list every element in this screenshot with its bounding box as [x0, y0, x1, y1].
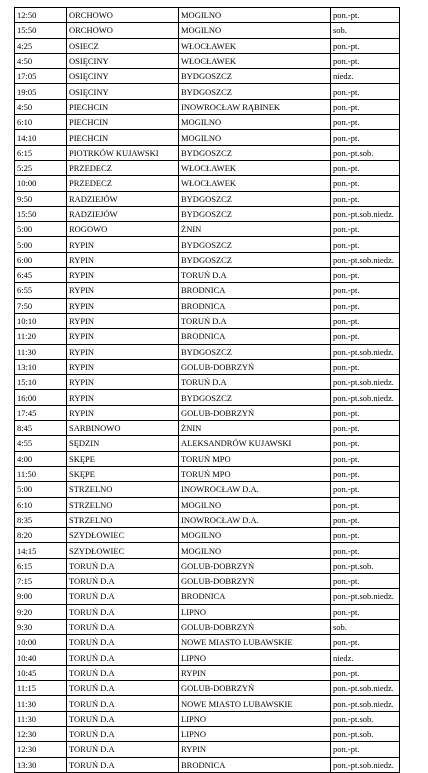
departure-time-cell: 15:50 — [15, 23, 67, 38]
table-row — [15, 665, 400, 680]
destination-cell: ALEKSANDRÓW KUJAWSKI — [179, 436, 331, 451]
table-row — [15, 359, 400, 374]
destination-cell: RYPIN — [179, 665, 331, 680]
departure-time-cell: 9:50 — [15, 191, 67, 206]
origin-cell: SZYDŁOWIEC — [67, 528, 179, 543]
table-row — [15, 130, 400, 145]
table-row — [15, 482, 400, 497]
origin-cell: PIOTRKÓW KUJAWSKI — [67, 145, 179, 160]
table-row — [15, 497, 400, 512]
departure-time-cell: 12:30 — [15, 726, 67, 741]
origin-cell: SARBINOWO — [67, 421, 179, 436]
days-cell: pon.-pt.sob.niedz. — [331, 589, 400, 604]
days-cell: pon.-pt. — [331, 543, 400, 558]
days-cell: pon.-pt. — [331, 237, 400, 252]
origin-cell: TORUŃ D.A — [67, 757, 179, 772]
days-cell: pon.-pt.sob.niedz. — [331, 252, 400, 267]
origin-cell: SKĘPE — [67, 466, 179, 481]
departure-time-cell: 11:30 — [15, 344, 67, 359]
departure-time-cell: 10:40 — [15, 650, 67, 665]
destination-cell: TORUŃ D.A — [179, 313, 331, 328]
days-cell: pon.-pt. — [331, 421, 400, 436]
table-row — [15, 635, 400, 650]
destination-cell: TORUŃ D.A — [179, 268, 331, 283]
departure-time-cell: 9:30 — [15, 619, 67, 634]
departure-time-cell: 14:15 — [15, 543, 67, 558]
table-row — [15, 99, 400, 114]
destination-cell: BYDGOSZCZ — [179, 69, 331, 84]
table-row — [15, 298, 400, 313]
origin-cell: RYPIN — [67, 283, 179, 298]
departure-time-cell: 11:15 — [15, 681, 67, 696]
origin-cell: TORUŃ D.A — [67, 726, 179, 741]
departure-time-cell: 13:10 — [15, 359, 67, 374]
origin-cell: TORUŃ D.A — [67, 696, 179, 711]
table-row — [15, 681, 400, 696]
origin-cell: OSIECZ — [67, 38, 179, 53]
destination-cell: RYPIN — [179, 742, 331, 757]
table-row — [15, 589, 400, 604]
departure-time-cell: 6:45 — [15, 268, 67, 283]
table-row — [15, 619, 400, 634]
days-cell: pon.-pt. — [331, 512, 400, 527]
origin-cell: TORUŃ D.A — [67, 558, 179, 573]
origin-cell: RYPIN — [67, 313, 179, 328]
days-cell: pon.-pt. — [331, 604, 400, 619]
origin-cell: PIECHCIN — [67, 99, 179, 114]
table-row — [15, 53, 400, 68]
table-row — [15, 84, 400, 99]
destination-cell: GOLUB-DOBRZYŃ — [179, 573, 331, 588]
origin-cell: STRZELNO — [67, 497, 179, 512]
origin-cell: RYPIN — [67, 344, 179, 359]
origin-cell: PIECHCIN — [67, 115, 179, 130]
departure-time-cell: 10:10 — [15, 313, 67, 328]
departure-time-cell: 13:30 — [15, 757, 67, 772]
destination-cell: ŻNIN — [179, 421, 331, 436]
table-row — [15, 757, 400, 772]
days-cell: pon.-pt. — [331, 8, 400, 23]
table-row — [15, 696, 400, 711]
origin-cell: OSIĘCINY — [67, 53, 179, 68]
table-row — [15, 268, 400, 283]
table-row — [15, 145, 400, 160]
departure-time-cell: 12:30 — [15, 742, 67, 757]
departure-time-cell: 11:20 — [15, 329, 67, 344]
days-cell: pon.-pt.sob. — [331, 711, 400, 726]
destination-cell: BRODNICA — [179, 283, 331, 298]
destination-cell: ŻNIN — [179, 222, 331, 237]
departure-time-cell: 7:50 — [15, 298, 67, 313]
days-cell: pon.-pt. — [331, 38, 400, 53]
days-cell: pon.-pt.sob. — [331, 145, 400, 160]
departure-time-cell: 4:00 — [15, 451, 67, 466]
days-cell: sob. — [331, 619, 400, 634]
departure-time-cell: 9:20 — [15, 604, 67, 619]
origin-cell: STRZELNO — [67, 482, 179, 497]
departure-time-cell: 4:50 — [15, 99, 67, 114]
destination-cell: GOLUB-DOBRZYŃ — [179, 558, 331, 573]
days-cell: pon.-pt. — [331, 359, 400, 374]
departure-time-cell: 4:55 — [15, 436, 67, 451]
table-row — [15, 405, 400, 420]
departure-time-cell: 5:00 — [15, 482, 67, 497]
destination-cell: WŁOCŁAWEK — [179, 38, 331, 53]
days-cell: pon.-pt. — [331, 436, 400, 451]
destination-cell: MOGILNO — [179, 528, 331, 543]
days-cell: sob. — [331, 23, 400, 38]
table-row — [15, 191, 400, 206]
days-cell: pon.-pt. — [331, 665, 400, 680]
days-cell: pon.-pt. — [331, 115, 400, 130]
destination-cell: INOWROCŁAW RĄBINEK — [179, 99, 331, 114]
destination-cell: BYDGOSZCZ — [179, 344, 331, 359]
destination-cell: TORUŃ MPO — [179, 466, 331, 481]
table-row — [15, 8, 400, 23]
table-row — [15, 421, 400, 436]
days-cell: pon.-pt. — [331, 329, 400, 344]
days-cell: pon.-pt. — [331, 84, 400, 99]
table-row — [15, 283, 400, 298]
origin-cell: SĘDZIN — [67, 436, 179, 451]
departure-time-cell: 11:50 — [15, 466, 67, 481]
table-row — [15, 252, 400, 267]
departure-time-cell: 15:10 — [15, 375, 67, 390]
origin-cell: PIECHCIN — [67, 130, 179, 145]
days-cell: pon.-pt. — [331, 528, 400, 543]
origin-cell: RYPIN — [67, 329, 179, 344]
table-row — [15, 573, 400, 588]
origin-cell: TORUŃ D.A — [67, 650, 179, 665]
table-row — [15, 237, 400, 252]
table-row — [15, 313, 400, 328]
departure-time-cell: 15:50 — [15, 206, 67, 221]
origin-cell: RYPIN — [67, 237, 179, 252]
days-cell: pon.-pt. — [331, 191, 400, 206]
origin-cell: RYPIN — [67, 268, 179, 283]
origin-cell: RYPIN — [67, 375, 179, 390]
departure-time-cell: 19:05 — [15, 84, 67, 99]
origin-cell: RYPIN — [67, 252, 179, 267]
destination-cell: BYDGOSZCZ — [179, 390, 331, 405]
table-row — [15, 451, 400, 466]
table-row — [15, 390, 400, 405]
origin-cell: TORUŃ D.A — [67, 604, 179, 619]
origin-cell: ROGOWO — [67, 222, 179, 237]
destination-cell: GOLUB-DOBRZYŃ — [179, 681, 331, 696]
days-cell: pon.-pt. — [331, 466, 400, 481]
departure-time-cell: 6:15 — [15, 558, 67, 573]
destination-cell: BYDGOSZCZ — [179, 237, 331, 252]
origin-cell: RADZIEJÓW — [67, 191, 179, 206]
schedule-table — [14, 7, 400, 773]
table-row — [15, 466, 400, 481]
table-row — [15, 222, 400, 237]
destination-cell: BYDGOSZCZ — [179, 252, 331, 267]
destination-cell: GOLUB-DOBRZYŃ — [179, 405, 331, 420]
departure-time-cell: 8:35 — [15, 512, 67, 527]
destination-cell: WŁOCŁAWEK — [179, 160, 331, 175]
departure-time-cell: 6:15 — [15, 145, 67, 160]
table-row — [15, 176, 400, 191]
departure-time-cell: 6:10 — [15, 115, 67, 130]
departure-time-cell: 12:50 — [15, 8, 67, 23]
departure-time-cell: 4:25 — [15, 38, 67, 53]
days-cell: pon.-pt. — [331, 405, 400, 420]
destination-cell: INOWROCŁAW D.A. — [179, 512, 331, 527]
table-row — [15, 329, 400, 344]
table-row — [15, 650, 400, 665]
destination-cell: BRODNICA — [179, 298, 331, 313]
table-row — [15, 344, 400, 359]
origin-cell: OSIĘCINY — [67, 69, 179, 84]
days-cell: pon.-pt. — [331, 482, 400, 497]
table-row — [15, 69, 400, 84]
departure-time-cell: 5:00 — [15, 237, 67, 252]
destination-cell: INOWROCŁAW D.A. — [179, 482, 331, 497]
days-cell: pon.-pt.sob.niedz. — [331, 757, 400, 772]
destination-cell: MOGILNO — [179, 130, 331, 145]
departure-time-cell: 6:10 — [15, 497, 67, 512]
departure-time-cell: 5:00 — [15, 222, 67, 237]
origin-cell: TORUŃ D.A — [67, 589, 179, 604]
table-row — [15, 604, 400, 619]
table-row — [15, 115, 400, 130]
days-cell: pon.-pt. — [331, 298, 400, 313]
days-cell: pon.-pt. — [331, 742, 400, 757]
days-cell: pon.-pt. — [331, 99, 400, 114]
days-cell: pon.-pt. — [331, 283, 400, 298]
table-row — [15, 512, 400, 527]
destination-cell: LIPNO — [179, 726, 331, 741]
origin-cell: RYPIN — [67, 405, 179, 420]
schedule-body — [15, 8, 400, 773]
departure-time-cell: 4:50 — [15, 53, 67, 68]
destination-cell: BYDGOSZCZ — [179, 206, 331, 221]
destination-cell: BYDGOSZCZ — [179, 191, 331, 206]
origin-cell: RYPIN — [67, 298, 179, 313]
departure-time-cell: 17:45 — [15, 405, 67, 420]
departure-time-cell: 14:10 — [15, 130, 67, 145]
destination-cell: WŁOCŁAWEK — [179, 53, 331, 68]
departure-time-cell: 8:45 — [15, 421, 67, 436]
departure-time-cell: 6:55 — [15, 283, 67, 298]
days-cell: pon.-pt. — [331, 53, 400, 68]
days-cell: niedz. — [331, 650, 400, 665]
departure-time-cell: 7:15 — [15, 573, 67, 588]
table-row — [15, 206, 400, 221]
origin-cell: TORUŃ D.A — [67, 635, 179, 650]
origin-cell: TORUŃ D.A — [67, 742, 179, 757]
days-cell: pon.-pt.sob.niedz. — [331, 390, 400, 405]
origin-cell: TORUŃ D.A — [67, 573, 179, 588]
departure-time-cell: 10:00 — [15, 635, 67, 650]
origin-cell: TORUŃ D.A — [67, 681, 179, 696]
days-cell: pon.-pt.sob.niedz. — [331, 375, 400, 390]
days-cell: pon.-pt. — [331, 497, 400, 512]
departure-time-cell: 17:05 — [15, 69, 67, 84]
destination-cell: MOGILNO — [179, 115, 331, 130]
departure-time-cell: 6:00 — [15, 252, 67, 267]
origin-cell: STRZELNO — [67, 512, 179, 527]
table-row — [15, 558, 400, 573]
origin-cell: PRZEDECZ — [67, 160, 179, 175]
destination-cell: MOGILNO — [179, 8, 331, 23]
destination-cell: NOWE MIASTO LUBAWSKIE — [179, 696, 331, 711]
table-row — [15, 711, 400, 726]
destination-cell: BYDGOSZCZ — [179, 84, 331, 99]
destination-cell: BRODNICA — [179, 757, 331, 772]
days-cell: pon.-pt. — [331, 635, 400, 650]
departure-time-cell: 5:25 — [15, 160, 67, 175]
origin-cell: RYPIN — [67, 359, 179, 374]
origin-cell: ORCHOWO — [67, 23, 179, 38]
destination-cell: MOGILNO — [179, 543, 331, 558]
days-cell: pon.-pt. — [331, 313, 400, 328]
origin-cell: TORUŃ D.A — [67, 665, 179, 680]
origin-cell: TORUŃ D.A — [67, 711, 179, 726]
table-row — [15, 38, 400, 53]
origin-cell: OSIĘCINY — [67, 84, 179, 99]
origin-cell: RYPIN — [67, 390, 179, 405]
table-row — [15, 543, 400, 558]
destination-cell: LIPNO — [179, 650, 331, 665]
days-cell: pon.-pt.sob.niedz. — [331, 206, 400, 221]
origin-cell: PRZEDECZ — [67, 176, 179, 191]
days-cell: pon.-pt. — [331, 573, 400, 588]
destination-cell: TORUŃ MPO — [179, 451, 331, 466]
days-cell: pon.-pt.sob. — [331, 558, 400, 573]
departure-time-cell: 11:30 — [15, 711, 67, 726]
destination-cell: GOLUB-DOBRZYŃ — [179, 619, 331, 634]
table-row — [15, 375, 400, 390]
origin-cell: ORCHOWO — [67, 8, 179, 23]
days-cell: pon.-pt. — [331, 130, 400, 145]
origin-cell: TORUŃ D.A — [67, 619, 179, 634]
destination-cell: NOWE MIASTO LUBAWSKIE — [179, 635, 331, 650]
departure-time-cell: 9:00 — [15, 589, 67, 604]
table-row — [15, 436, 400, 451]
days-cell: pon.-pt.sob. — [331, 726, 400, 741]
destination-cell: TORUŃ D.A — [179, 375, 331, 390]
destination-cell: WŁOCŁAWEK — [179, 176, 331, 191]
table-row — [15, 160, 400, 175]
departure-time-cell: 11:30 — [15, 696, 67, 711]
destination-cell: GOLUB-DOBRZYŃ — [179, 359, 331, 374]
days-cell: pon.-pt. — [331, 451, 400, 466]
days-cell: pon.-pt. — [331, 222, 400, 237]
departure-time-cell: 10:00 — [15, 176, 67, 191]
destination-cell: BYDGOSZCZ — [179, 145, 331, 160]
destination-cell: BRODNICA — [179, 589, 331, 604]
origin-cell: RADZIEJÓW — [67, 206, 179, 221]
table-row — [15, 23, 400, 38]
table-row — [15, 742, 400, 757]
departure-time-cell: 10:45 — [15, 665, 67, 680]
departure-time-cell: 16:00 — [15, 390, 67, 405]
days-cell: pon.-pt. — [331, 160, 400, 175]
days-cell: niedz. — [331, 69, 400, 84]
days-cell: pon.-pt.sob.niedz. — [331, 681, 400, 696]
destination-cell: MOGILNO — [179, 497, 331, 512]
departure-time-cell: 8:20 — [15, 528, 67, 543]
destination-cell: LIPNO — [179, 711, 331, 726]
origin-cell: SZYDŁOWIEC — [67, 543, 179, 558]
origin-cell: SKĘPE — [67, 451, 179, 466]
destination-cell: LIPNO — [179, 604, 331, 619]
table-row — [15, 528, 400, 543]
days-cell: pon.-pt.sob.niedz. — [331, 344, 400, 359]
days-cell: pon.-pt. — [331, 268, 400, 283]
destination-cell: BRODNICA — [179, 329, 331, 344]
days-cell: pon.-pt.sob.niedz. — [331, 696, 400, 711]
days-cell: pon.-pt. — [331, 176, 400, 191]
destination-cell: MOGILNO — [179, 23, 331, 38]
